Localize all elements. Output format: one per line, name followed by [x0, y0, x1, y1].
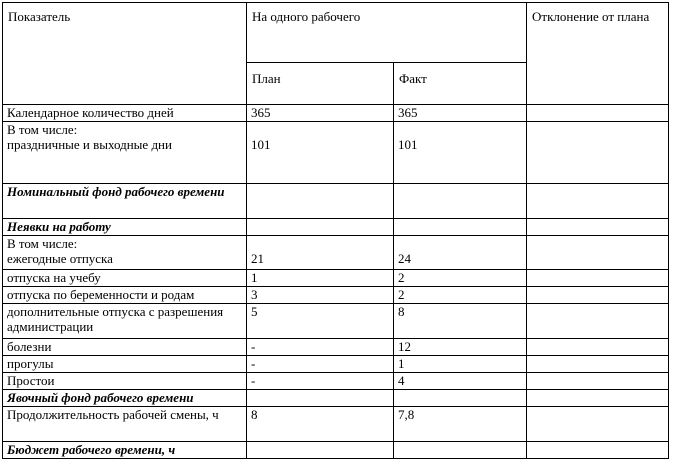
- per-worker-header: На одного рабочего: [247, 3, 527, 63]
- plan-cell: 365: [247, 105, 394, 122]
- deviation-cell: [527, 373, 669, 390]
- table-row: [3, 287, 669, 304]
- plan-cell: [247, 236, 394, 270]
- plan-cell: -: [247, 373, 394, 390]
- fact-cell: 7,8: [394, 407, 527, 442]
- row-label: дополнительные отпуска с разрешения администрации: [3, 304, 247, 339]
- header-row: [3, 3, 669, 63]
- plan-cell: [247, 122, 394, 184]
- fact-cell: [394, 184, 527, 219]
- row-label: отпуска на учебу: [3, 270, 247, 287]
- fact-cell: [394, 390, 527, 407]
- plan-cell: -: [247, 339, 394, 356]
- fact-cell: [394, 442, 527, 459]
- row-label-cell: [3, 122, 247, 184]
- row-label-cell: [3, 236, 247, 270]
- deviation-cell: [527, 184, 669, 219]
- row-label: Номинальный фонд рабочего времени: [3, 184, 247, 219]
- deviation-cell: [527, 219, 669, 236]
- deviation-cell: [527, 407, 669, 442]
- row-label: прогулы: [3, 356, 247, 373]
- table-row: [3, 356, 669, 373]
- plan-header: План: [247, 63, 394, 105]
- fact-cell: [394, 219, 527, 236]
- row-label: Календарное количество дней: [3, 105, 247, 122]
- row-label: болезни: [3, 339, 247, 356]
- fact-cell: 2: [394, 287, 527, 304]
- row-label: Бюджет рабочего времени, ч: [3, 442, 247, 459]
- deviation-cell: [527, 356, 669, 373]
- deviation-cell: [527, 390, 669, 407]
- deviation-cell: [527, 287, 669, 304]
- fact-cell: 1: [394, 356, 527, 373]
- deviation-header: Отклонение от плана: [527, 3, 669, 105]
- deviation-cell: [527, 122, 669, 184]
- fact-cell: 4: [394, 373, 527, 390]
- plan-cell: 8: [247, 407, 394, 442]
- row-label: Явочный фонд рабочего времени: [3, 390, 247, 407]
- plan-cell: [247, 184, 394, 219]
- table-row: [3, 373, 669, 390]
- row-label: В том числе:: [7, 122, 78, 137]
- row-label: Простои: [3, 373, 247, 390]
- fact-cell: [394, 236, 527, 270]
- deviation-cell: [527, 105, 669, 122]
- fact-cell: 8: [394, 304, 527, 339]
- fact-value: 101: [398, 137, 418, 152]
- plan-cell: 1: [247, 270, 394, 287]
- table-row: [3, 407, 669, 442]
- deviation-cell: [527, 442, 669, 459]
- fact-cell: 2: [394, 270, 527, 287]
- plan-cell: 3: [247, 287, 394, 304]
- table-row: [3, 105, 669, 122]
- table-row: [3, 390, 669, 407]
- row-label: В том числе:: [7, 236, 78, 251]
- plan-cell: [247, 390, 394, 407]
- indicator-header: Показатель: [3, 3, 247, 105]
- table-row: [3, 270, 669, 287]
- deviation-cell: [527, 339, 669, 356]
- row-label: Неявки на работу: [3, 219, 247, 236]
- plan-cell: [247, 442, 394, 459]
- deviation-cell: [527, 304, 669, 339]
- plan-value: 21: [251, 251, 264, 266]
- row-label: Продолжительность рабочей смены, ч: [3, 407, 247, 442]
- fact-cell: 12: [394, 339, 527, 356]
- fact-cell: 365: [394, 105, 527, 122]
- table-row: [3, 442, 669, 459]
- row-label-2: праздничные и выходные дни: [7, 137, 172, 152]
- row-label: отпуска по беременности и родам: [3, 287, 247, 304]
- work-time-table: [2, 2, 669, 459]
- fact-header: Факт: [394, 63, 527, 105]
- plan-cell: 5: [247, 304, 394, 339]
- table-row: [3, 304, 669, 339]
- row-label-2: ежегодные отпуска: [7, 251, 113, 266]
- fact-value: 24: [398, 251, 411, 266]
- table-row: [3, 219, 669, 236]
- plan-value: 101: [251, 137, 271, 152]
- table-row: [3, 184, 669, 219]
- fact-cell: [394, 122, 527, 184]
- plan-cell: [247, 219, 394, 236]
- plan-cell: -: [247, 356, 394, 373]
- table-row: [3, 339, 669, 356]
- deviation-cell: [527, 270, 669, 287]
- table-row: [3, 236, 669, 270]
- deviation-cell: [527, 236, 669, 270]
- table-row: [3, 122, 669, 184]
